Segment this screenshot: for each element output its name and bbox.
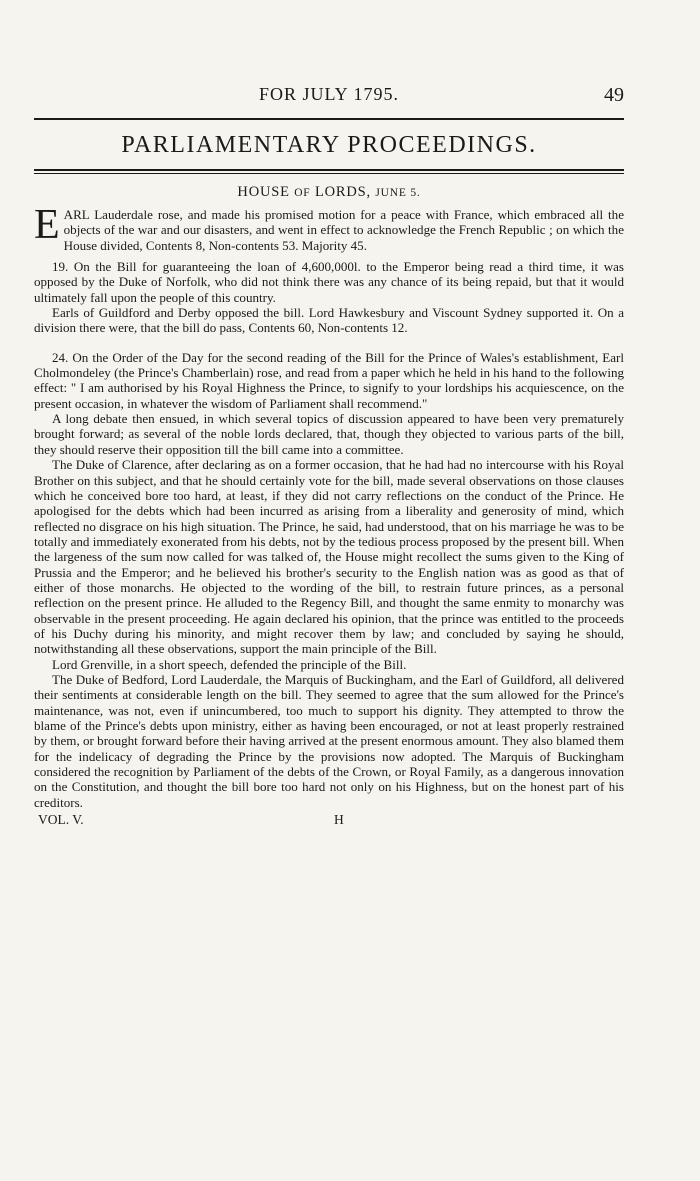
title-rule-thick xyxy=(34,169,624,171)
house-heading xyxy=(34,184,624,201)
house-word: HOUSE xyxy=(237,184,290,200)
of-word: OF xyxy=(294,187,311,199)
running-title: FOR JULY 1795. xyxy=(258,84,400,104)
paragraph-lord-grenville: Lord Grenville, in a short speech, defended the principle of the Bill. xyxy=(52,656,407,672)
page xyxy=(34,78,624,830)
drop-cap: E xyxy=(34,202,60,248)
paragraph-lauderdale-motion xyxy=(34,202,624,253)
paragraph-long-debate: A long debate then ensued, in which several topics of discussion appeared to have been very prematurely brought forward; as several of the noble lords declared, that, though they objected to various parts of the bill, they should reserve their opposition till the bill came into a committee. xyxy=(34,411,624,457)
spacer xyxy=(34,336,624,350)
heading-date: JUNE 5. xyxy=(375,187,421,199)
article-body xyxy=(34,202,624,810)
paragraph-text: ARL Lauderdale rose, and made his promised motion for a peace with France, which embraced all the objects of the war and our disasters, and went in effect to acknowledge the French Republic ; on which the House divided, Contents 8, Non-contents 53. Majority 45. xyxy=(63,207,624,253)
paragraph-duke-of-clarence: The Duke of Clarence, after declaring as on a former occasion, that he had had no intercourse with his Royal Brother on this subject, and that he should certainly vote for the bill, made several observations on those clauses which he conceived bore too hard, at least, if they did not carry reflections on the conduct of the Prince. He apologised for the debts which had been incurred as arising from a liberality and generosity of mind, which reflected no disgrace on his high situation. The Prince, he said, had understood, that on his marriage he was to be totally and immediately exonerated from his debts, not by the tedious process proposed by the present bill. When the largeness of the sum now called for was talked of, the House might recollect the sums given to the King of Prussia and the Emperor; and he believed his brother's security to the English nation was as good as that of either of those monarchs. He objected to the wording of the bill, to restrain future princes, as a personal reflection on the present prince. He alluded to the Regency Bill, and thought the same enmity to monarchy was observable in the present proceeding. He again declared his opinion, that the prince was entitled to the proceeds of his Duchy during his minority, and might recover them by law; and concluded by saying he should, notwithstanding all these observations, support the main principle of the Bill. xyxy=(34,457,624,657)
top-rule xyxy=(34,118,624,120)
paragraph-prince-establishment: 24. On the Order of the Day for the second reading of the Bill for the Prince of Wales's establishment, Earl Cholmondeley (the Prince's Chamberlain) rose, and read from a paper which he held in his hand to the following effect: " I am authorised by his Royal Highness the Prince, to signify to your lordships his acquiescence, on the present occasion, in whatever the wisdom of Parliament shall recommend." xyxy=(34,349,624,411)
paragraph-division: Earls of Guildford and Derby opposed the bill. Lord Hawkesbury and Viscount Sydney supported it. On a division there were, that the bill do pass, Contents 60, Non-contents 12. xyxy=(34,305,624,336)
lords-word: LORDS, xyxy=(314,184,371,200)
paragraph-loan-bill: 19. On the Bill for guaranteeing the loan of 4,600,000l. to the Emperor being read a third time, it was opposed by the Duke of Norfolk, who did not think there was any chance of its being repaid, but that it would ultimately fall upon the people of this country. xyxy=(34,259,624,305)
section-title: PARLIAMENTARY PROCEEDINGS. xyxy=(121,132,537,158)
running-head xyxy=(34,78,624,108)
page-number: 49 xyxy=(604,84,624,106)
signature-mark: H xyxy=(334,812,344,828)
page-footer xyxy=(34,812,624,830)
title-rule-thin xyxy=(34,173,624,174)
volume-label: VOL. V. xyxy=(38,812,84,828)
paragraph-duke-of-bedford: The Duke of Bedford, Lord Lauderdale, the Marquis of Buckingham, and the Earl of Guildford, all delivered their sentiments at considerable length on the bill. They seemed to agree that the sum allowed for the Prince's maintenance, was not, even if unincumbered, too much to support his dignity. They attempted to throw the blame of the Prince's debts upon ministry, either as having been encouraged, or not at least properly restrained by them, or brought forward before their having arrived at the present enormous amount. They also blamed them for the indelicacy of degrading the Prince by the provisions now adopted. The Marquis of Buckingham considered the recognition by Parliament of the debts of the Crown, or Royal Family, as a dangerous innovation on the Constitution, and thought the bill bore too hard not only on his Highness, but on the honest part of his creditors. xyxy=(34,671,624,810)
